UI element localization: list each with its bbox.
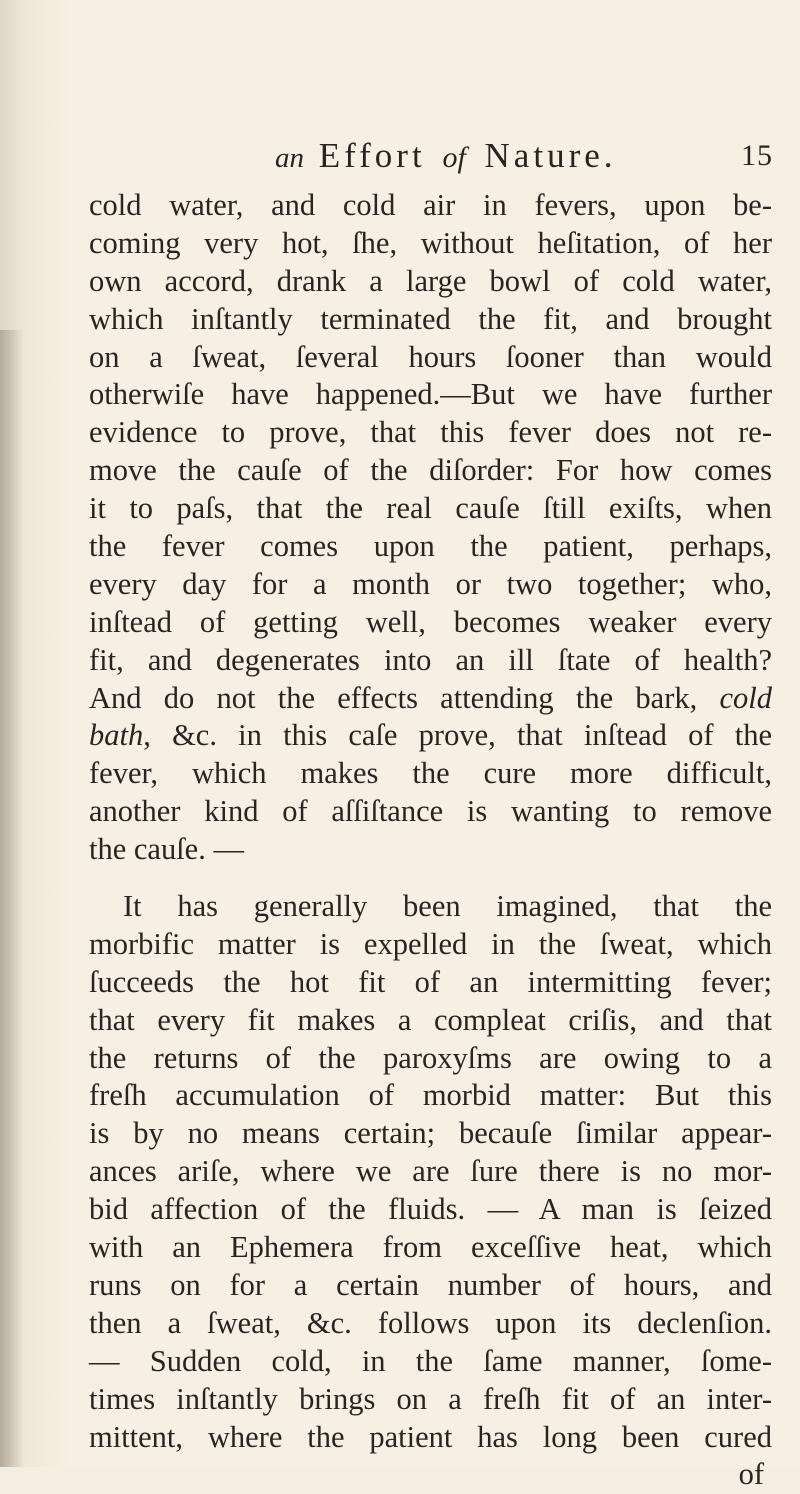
text-line: the fever comes upon the patient, perhaps, bbox=[89, 529, 772, 564]
body-text bbox=[89, 187, 772, 1494]
text-line: fever, which makes the cure more difficult, bbox=[89, 756, 772, 791]
text-line: coming very hot, ſhe, without heſitation, of her bbox=[89, 225, 772, 260]
text-line: It has generally been imagined, that the bbox=[123, 889, 772, 924]
catchword: of bbox=[738, 1457, 764, 1492]
text-line: mittent, where the patient has long been cured bbox=[89, 1419, 772, 1454]
text-line: ſucceeds the hot fit of an intermitting fever; bbox=[89, 964, 772, 999]
page-number: 15 bbox=[741, 139, 773, 172]
italic-word-bath: bath bbox=[89, 718, 144, 753]
text-segment: , &c. in this caſe prove, that inſtead of the bbox=[143, 718, 772, 753]
text-line: on a ſweat, ſeveral hours ſooner than would bbox=[89, 339, 772, 374]
running-header bbox=[275, 126, 775, 186]
text-line: the cauſe. — bbox=[89, 832, 244, 867]
header-word-effort: Effort bbox=[318, 136, 426, 175]
text-line: which inſtantly terminated the fit, and brought bbox=[89, 301, 772, 336]
text-line: that every fit makes a compleat criſis, and that bbox=[89, 1002, 772, 1037]
text-line: it to paſs, that the real cauſe ſtill exiſts, when bbox=[89, 491, 772, 526]
text-line: — Sudden cold, in the ſame manner, ſome- bbox=[89, 1343, 772, 1378]
text-line: with an Ephemera from exceſſive heat, which bbox=[89, 1230, 772, 1265]
gutter-shadow bbox=[0, 330, 24, 1467]
text-line: otherwiſe have happened.—But we have further bbox=[89, 377, 772, 412]
text-line-with-italic bbox=[89, 680, 772, 718]
header-prefix: an bbox=[275, 142, 304, 174]
text-line: move the cauſe of the diſorder: For how comes bbox=[89, 453, 772, 488]
paragraph-gap bbox=[89, 869, 772, 888]
text-line: inſtead of getting well, becomes weaker every bbox=[89, 604, 772, 639]
text-line: cold water, and cold air in fevers, upon be- bbox=[89, 188, 772, 222]
text-line: freſh accumulation of morbid matter: But this bbox=[89, 1078, 772, 1113]
text-line: every day for a month or two together; who, bbox=[89, 566, 772, 601]
text-line: is by no means certain; becauſe ſimilar appear- bbox=[89, 1116, 772, 1151]
text-line: times inſtantly brings on a freſh fit of an inter- bbox=[89, 1381, 772, 1416]
header-of: of bbox=[442, 141, 466, 174]
text-line: the returns of the paroxyſms are owing to a bbox=[89, 1040, 772, 1075]
italic-word-cold: cold bbox=[719, 680, 773, 715]
text-line: another kind of aſſiſtance is wanting to remove bbox=[89, 794, 772, 829]
text-line: fit, and degenerates into an ill ſtate of health? bbox=[89, 642, 772, 677]
text-segment: And do not the effects attending the bark, bbox=[89, 680, 698, 715]
text-line-with-italic bbox=[89, 717, 772, 755]
text-line: runs on for a certain number of hours, and bbox=[89, 1267, 772, 1302]
text-line: own accord, drank a large bowl of cold water, bbox=[89, 263, 772, 298]
header-word-nature: Nature. bbox=[484, 136, 617, 175]
text-line: ances ariſe, where we are ſure there is no mor- bbox=[89, 1154, 772, 1189]
text-line: evidence to prove, that this fever does not re- bbox=[89, 415, 772, 450]
text-line: then a ſweat, &c. follows upon its declenſion. bbox=[89, 1305, 772, 1340]
text-line: bid affection of the fluids. — A man is ſeized bbox=[89, 1192, 772, 1227]
text-line: morbific matter is expelled in the ſweat, which bbox=[89, 926, 772, 961]
